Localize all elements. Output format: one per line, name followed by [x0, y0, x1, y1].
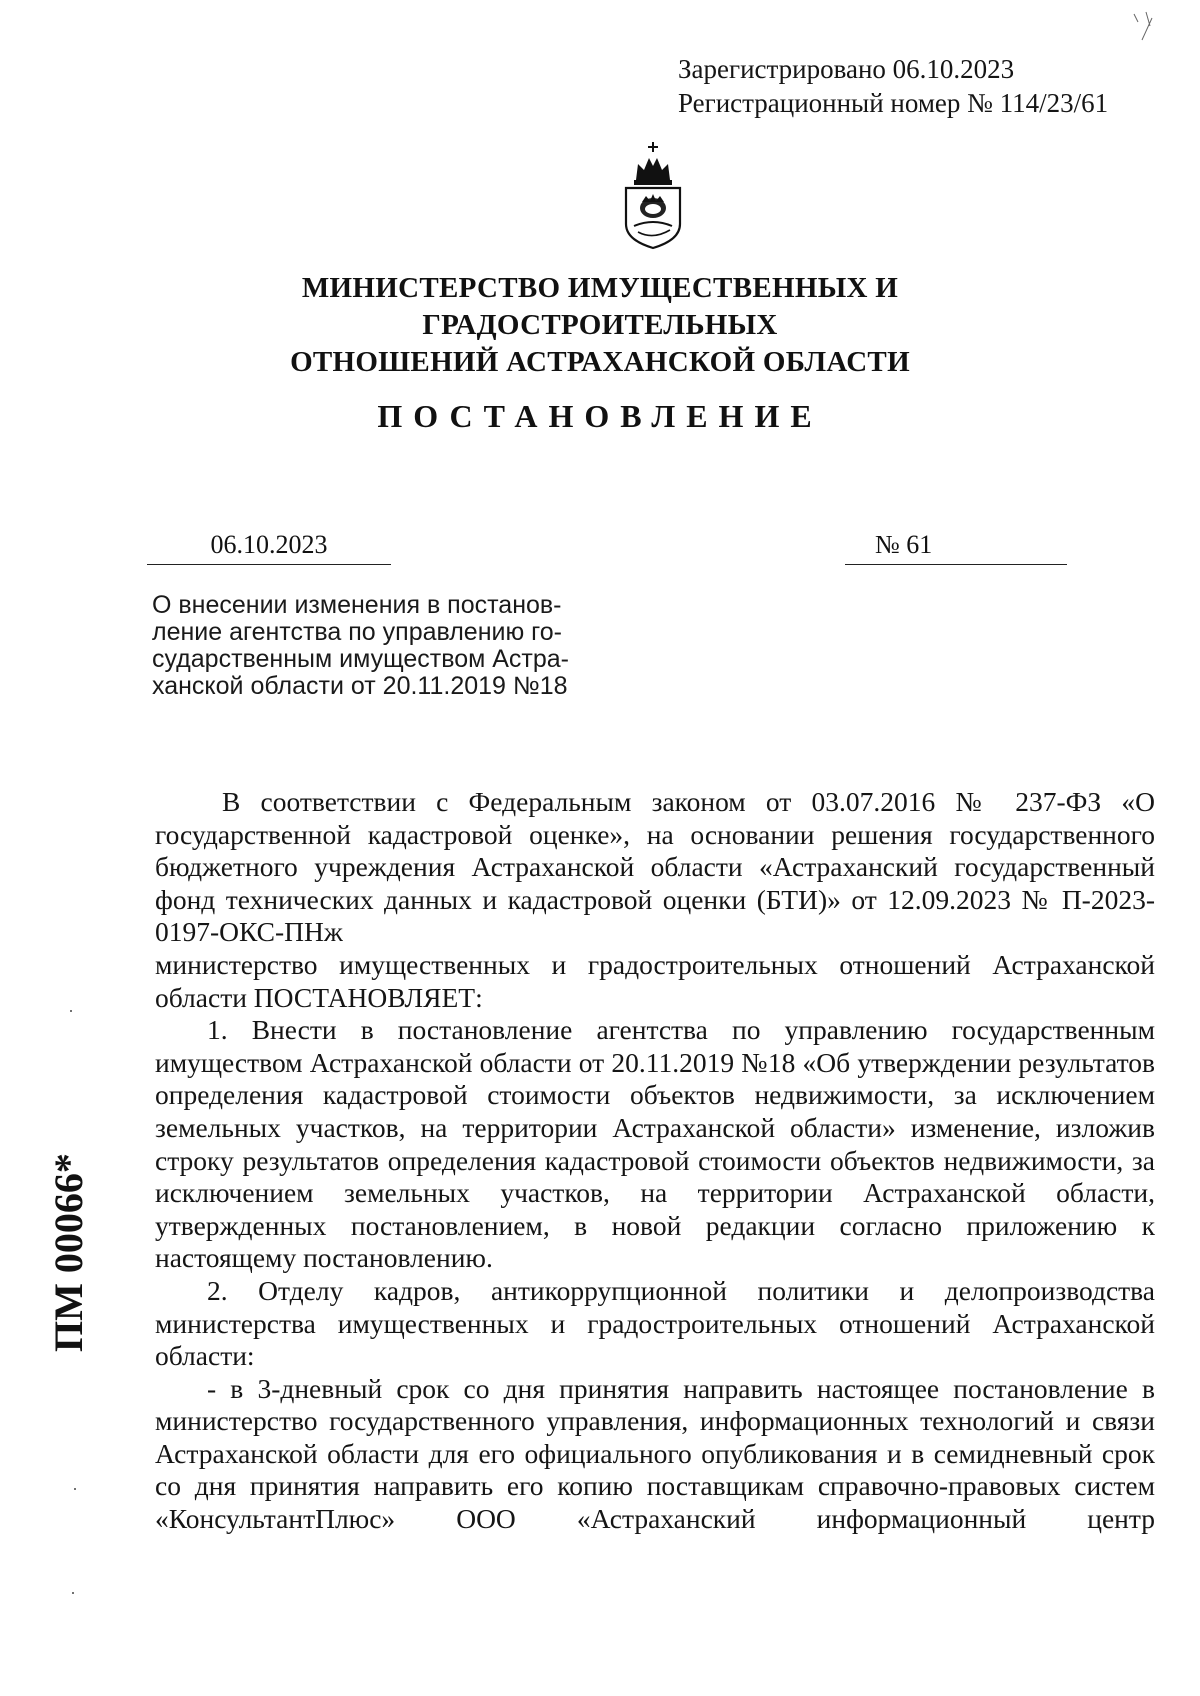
subject-line: сударственным имуществом Астра- — [152, 645, 570, 673]
item-1-paragraph: 1. Внести в постановление агентства по управлению государственным имуществом Астраханской области от 20.11.2019 №18 «Об утверждении результатов определения кадастровой стоимости объектов недвижимости, за исключением земельных участков, на территории Астраханской области» изменение, изложив строку результатов определения кадастровой стоимости объектов недвижимости, за исключением земельных участков, на территории Астраханской области, утвержденных постановлением, в новой редакции согласно приложению к настоящему постановлению. — [155, 1014, 1155, 1274]
decree-date: 06.10.2023 — [147, 530, 391, 565]
document-type-title: ПОСТАНОВЛЕНИЕ — [377, 398, 823, 434]
decree-number: № 61 — [875, 530, 933, 559]
registration-number: Регистрационный номер № 114/23/61 — [678, 88, 1109, 118]
ministry-name-line-1: МИНИСТЕРСТВО ИМУЩЕСТВЕННЫХ И ГРАДОСТРОИТЕЛЬНЫХ — [301, 272, 899, 341]
decree-body — [155, 786, 1155, 1536]
corner-scan-mark — [1128, 10, 1158, 44]
registration-date: Зарегистрировано 06.10.2023 — [678, 54, 1015, 84]
subject-line: О внесении изменения в постанов- — [152, 591, 562, 619]
scan-speck — [72, 1592, 74, 1594]
ministry-name — [140, 270, 1060, 381]
decree-subject — [152, 592, 612, 700]
margin-stamp: ПМ 00066* — [46, 1153, 91, 1352]
item-2-paragraph: 2. Отделу кадров, антикоррупционной политики и делопроизводства министерства имущественных и градостроительных отношений Астраханской области: — [155, 1274, 1155, 1372]
subject-line: ханской области от 20.11.2019 №18 — [152, 672, 568, 700]
subject-line: ление агентства по управлению го- — [152, 618, 562, 646]
decree-number-field — [845, 530, 1067, 565]
item-2-subparagraph: - в 3-дневный срок со дня принятия направить настоящее постановление в министерство государственного управления, информационных технологий и связи Астраханской области для его официального опубликования и в семидневный срок со дня принятия направить его копию поставщикам справочно-правовых систем «КонсультантПлюс» ООО «Астраханский информационный центр — [155, 1372, 1155, 1535]
ministry-name-line-2: ОТНОШЕНИЙ АСТРАХАНСКОЙ ОБЛАСТИ — [290, 346, 910, 378]
preamble-paragraph: В соответствии с Федеральным законом от 03.07.2016 № 237-ФЗ «О государственной кадастровой оценке», на основании решения государственного бюджетного учреждения Астраханской области «Астраханский государственный фонд технических данных и кадастровой оценки (БТИ)» от 12.09.2023 № П-2023-0197-ОКС-ПНж — [155, 786, 1155, 948]
scan-speck — [74, 1488, 76, 1490]
scan-speck — [70, 1010, 72, 1012]
resolution-paragraph: министерство имущественных и градостроительных отношений Астраханской области ПОСТАНОВЛЯЕТ: — [155, 948, 1155, 1013]
astrakhan-coat-of-arms-icon — [616, 140, 690, 252]
